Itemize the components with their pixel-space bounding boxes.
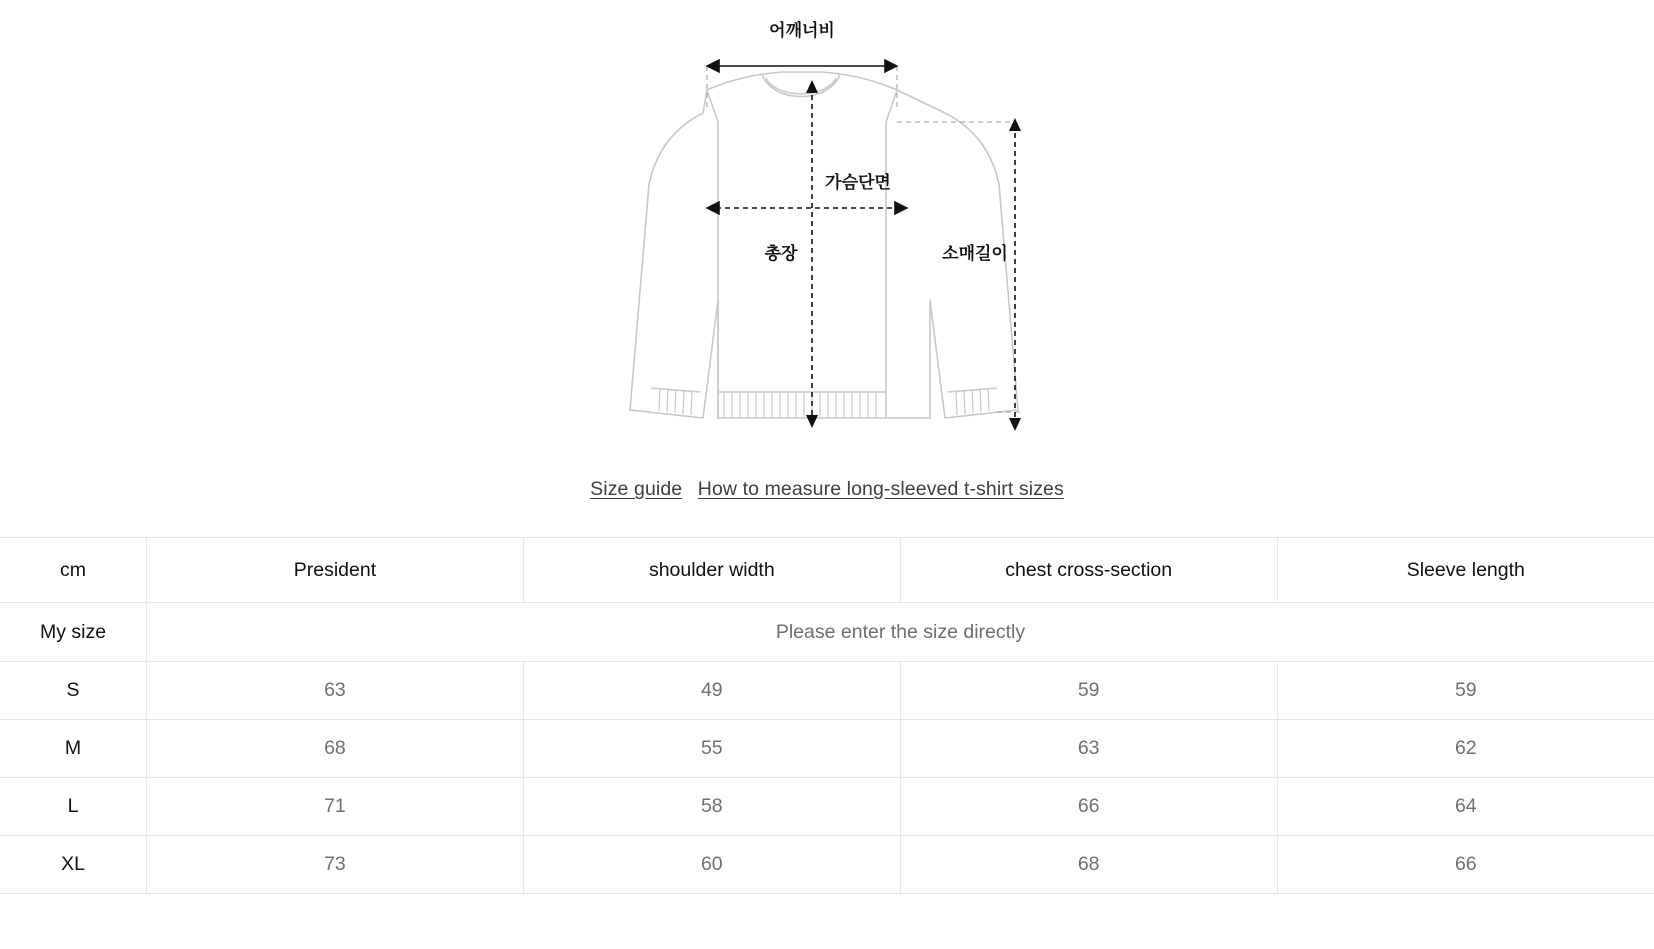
row-size-label: M [0,720,147,778]
my-size-row [0,603,1654,662]
how-to-measure-link[interactable]: How to measure long-sleeved t-shirt sizes [697,478,1064,500]
cell-president: 73 [147,836,524,894]
cell-sleeve-length: 66 [1454,853,1477,875]
cell-president: 71 [147,778,524,836]
cell-chest-cross-section: 63 [900,720,1277,778]
header-chest-cross-section: chest cross-section [900,538,1277,603]
cell-shoulder-width: 58 [523,778,900,836]
header-shoulder-width: shoulder width [523,538,900,603]
size-guide-link[interactable]: Size guide [590,478,683,500]
guide-links [0,478,1654,501]
cell-sleeve-length: 59 [1454,679,1477,701]
cell-shoulder-width: 49 [523,662,900,720]
table-row [0,836,1654,894]
header-president: President [147,538,524,603]
cell-sleeve-length: 64 [1454,795,1477,817]
table-header-row [0,538,1654,603]
cell-president: 63 [147,662,524,720]
cell-shoulder-width: 55 [523,720,900,778]
my-size-input[interactable]: Please enter the size directly [775,620,1026,643]
label-total-length: 총장 [764,244,798,263]
row-size-label: L [0,778,147,836]
row-size-label: XL [0,836,147,894]
cell-chest-cross-section: 59 [900,662,1277,720]
unit-label: cm [0,538,147,603]
garment-measurement-diagram [0,0,1654,470]
label-sleeve-length: 소매길이 [942,244,1008,263]
cell-sleeve-length: 62 [1454,737,1477,759]
table-row [0,662,1654,720]
table-row [0,720,1654,778]
table-row [0,778,1654,836]
cell-chest-cross-section: 66 [900,778,1277,836]
cell-chest-cross-section: 68 [900,836,1277,894]
my-size-label: My size [0,603,147,662]
label-shoulder-width: 어깨너비 [769,21,835,40]
cell-president: 68 [147,720,524,778]
label-chest-cross-section: 가슴단면 [825,173,891,192]
size-table [0,537,1654,894]
row-size-label: S [0,662,147,720]
header-sleeve-length: Sleeve length [1406,558,1525,581]
cell-shoulder-width: 60 [523,836,900,894]
